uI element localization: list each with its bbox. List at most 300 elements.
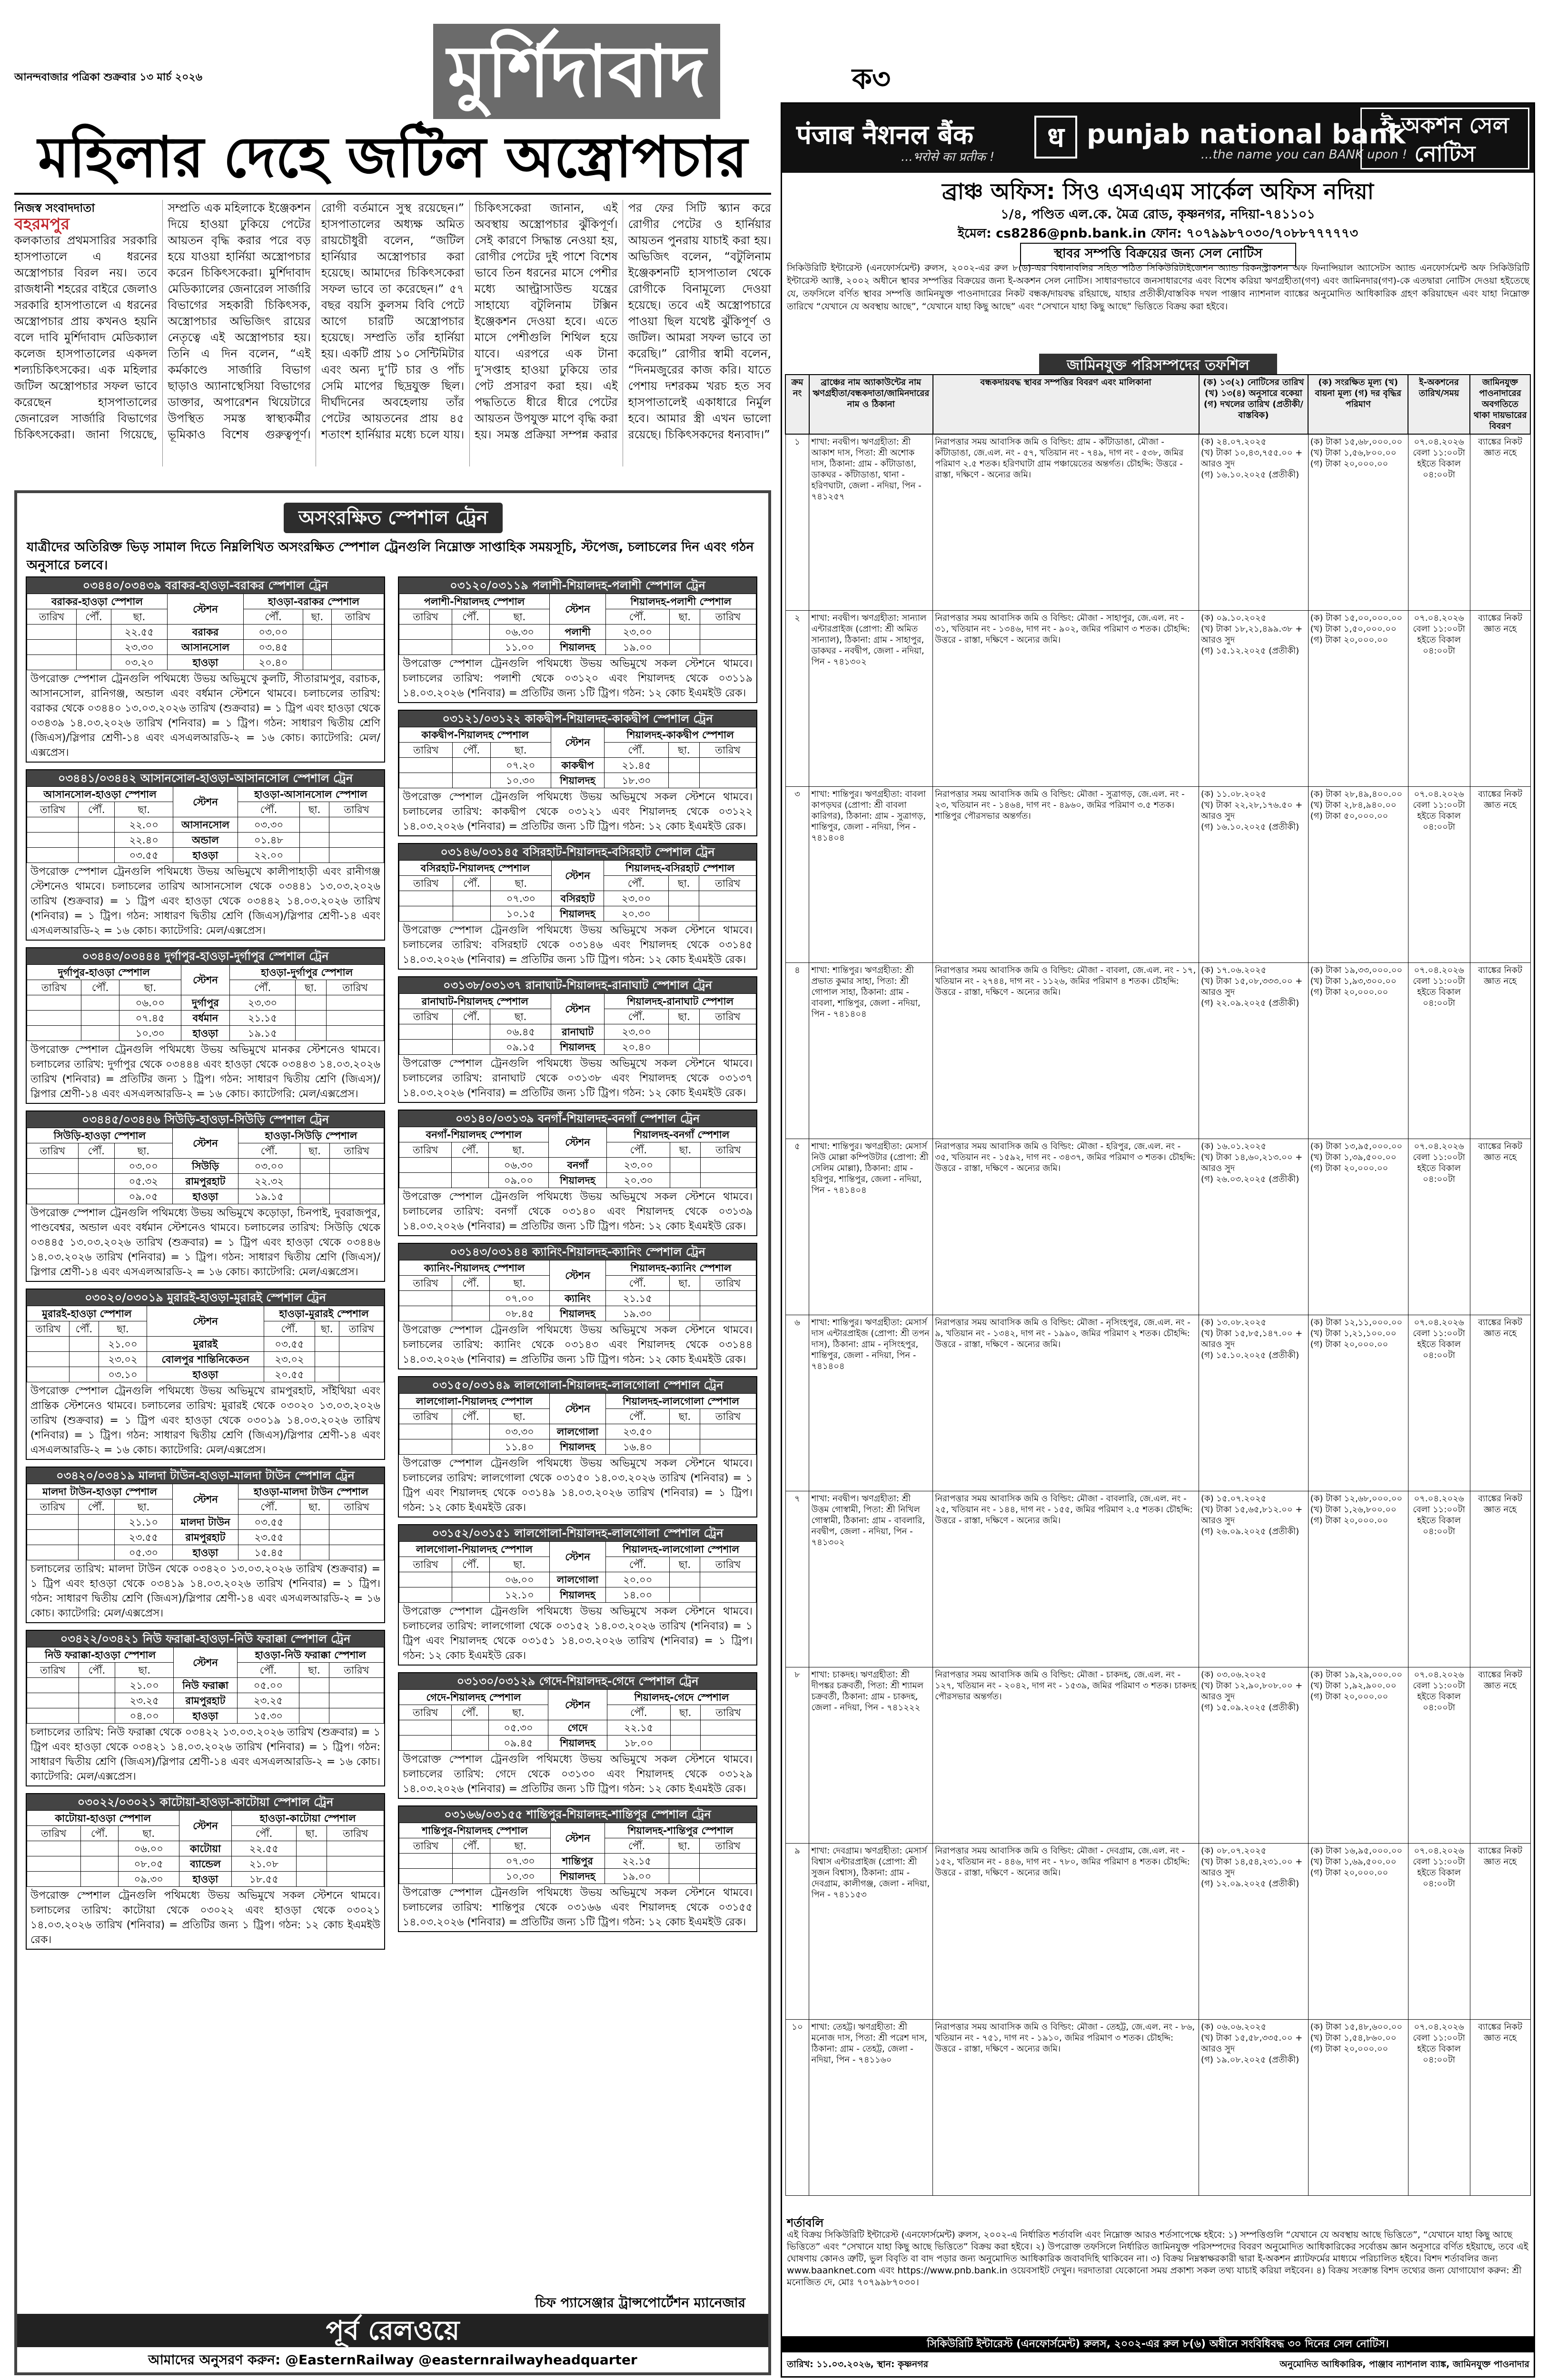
col-header: তারিখ bbox=[399, 1705, 452, 1720]
cell-time: ২২.০০ bbox=[238, 848, 299, 863]
down-train-name: শিয়ালদহ-কাকদ্বীপ স্পেশাল bbox=[604, 727, 756, 743]
col-header: পৌঁ. bbox=[606, 1409, 670, 1424]
cell-dep bbox=[669, 1040, 699, 1055]
cell-dep bbox=[296, 1856, 327, 1872]
train-note: উপরোক্ত স্পেশাল ট্রেনগুলি পথিমধ্যে উভয় অভিমুখে কড়োড়া, চিনপাই, দুবরাজপুর, পাণ্ডবেশ্বর, অন্ডাল এবং বর্ধমান স্টেশনেও থামবে। চলাচলের তারিখ: সিউড়ি থেকে ০৩৪৪৫ ১৩.০৩.২০২৬ তারিখ (শুক্রবার) = ১ ট্রিপ এবং হাওড়া থেকে ০৩৪৪৬ ১৪.০৩.২০২৬ তারিখ (শনিবার) = ১ ট্রিপ। গঠন: সাধারণ দ্বিতীয় শ্রেণি (জিএস)/স্লিপার শ্রেণী-১৪ এবং এসএলআরডি-২ = ১৬ কোচ। ক্যাটেগরি: মেল/এক্সপ্রেস। bbox=[30, 1207, 380, 1278]
cell-station: হাওড়া bbox=[173, 1545, 238, 1560]
station-header: স্টেশন bbox=[551, 1823, 605, 1854]
cell-station: মুরারই bbox=[147, 1337, 264, 1352]
col-header: তারিখ bbox=[699, 743, 756, 758]
table-header-row bbox=[399, 1690, 756, 1705]
cell-date: ০৭.০৪.২০২৬ বেলা ১১:০০টা হইতে বিকাল ০৪:০০টা bbox=[1408, 1843, 1470, 2019]
cell-dep bbox=[300, 1174, 329, 1189]
asset-schedule-table bbox=[785, 374, 1531, 2196]
column-header: ব্রাঞ্চের নাম অ্যাকাউন্টের নাম ঋণগ্রহীতা/বন্ধকদাতা/জামিনদারের নাম ও ঠিকানা bbox=[809, 375, 933, 434]
table-header-row bbox=[785, 375, 1530, 434]
train-timetable bbox=[27, 1647, 384, 1724]
cell-arr bbox=[452, 1158, 489, 1173]
cell-dep bbox=[668, 891, 699, 906]
col-header: তারিখ bbox=[27, 1321, 69, 1337]
cell-date bbox=[329, 848, 384, 863]
cell-date: ০৭.০৪.২০২৬ বেলা ১১:০০টা হইতে বিকাল ০৪:০০টা bbox=[1408, 786, 1470, 962]
train-timetable bbox=[399, 1689, 756, 1751]
cell-dep bbox=[300, 817, 329, 833]
col-header: তারিখ bbox=[700, 1409, 756, 1424]
train-timetable bbox=[27, 964, 384, 1041]
cell-date bbox=[399, 1587, 452, 1603]
cell-property: নিরাপত্তার সময় আবাসিক জমি ও বিল্ডিং: মৌজা - সাহাপুর, জে.এল. নং - ৩১, খতিয়ান নং - ১৩৪৬, দাগ নং - ৯০২, জমির পরিমাণ ৩ শতক। চৌহদ্দি: উত্তরে - রাস্তা, দক্ষিণে - অন্যের জমি। bbox=[933, 610, 1199, 786]
cell-time: ০৭.২০ bbox=[490, 758, 551, 773]
cell-sl: ৫ bbox=[785, 1139, 809, 1315]
cell-time: ২০.৩০ bbox=[607, 1173, 670, 1188]
cell-date bbox=[399, 1869, 453, 1884]
cell-notice: (ক) ০৯.১০.২০২৫ (খ) টাকা ১৮,২১,৪৯৯.৩৮ + আরও সুদ (গ) ১৫.১২.২০২৫ (প্রতীকী) bbox=[1199, 610, 1309, 786]
col-header: তারিখ bbox=[326, 980, 384, 995]
down-train-name: হাওড়া-কাটোয়া স্পেশাল bbox=[232, 1811, 384, 1826]
col-header: ছা. bbox=[300, 802, 329, 817]
col-header: পৌঁ. bbox=[452, 609, 489, 625]
station-header: স্টেশন bbox=[181, 965, 230, 995]
cell-time: ২৩.৫৫ bbox=[114, 1530, 172, 1545]
cell-time: ২১.০০ bbox=[99, 1337, 147, 1352]
train-schedule bbox=[398, 576, 757, 703]
cell-station: শিয়ালদহ bbox=[551, 773, 605, 788]
cell-arr bbox=[79, 833, 115, 848]
col-header: তারিখ bbox=[27, 1143, 79, 1159]
headline: মহিলার দেহে জটিল অস্ত্রোপচার bbox=[14, 126, 771, 195]
cell-date: ০৭.০৪.২০২৬ বেলা ১১:০০টা হইতে বিকাল ০৪:০০টা bbox=[1408, 1667, 1470, 1843]
up-train-name: মুরারই-হাওড়া স্পেশাল bbox=[27, 1306, 147, 1321]
train-title: ০৩১৬৬/০৩১৫৫ শান্তিপুর-শিয়ালদহ-শান্তিপুর স্পেশাল ট্রেন bbox=[399, 1806, 756, 1823]
station-header: স্টেশন bbox=[551, 727, 605, 758]
cell-dep bbox=[299, 1693, 329, 1708]
table-row bbox=[27, 995, 384, 1011]
table-header-row bbox=[27, 594, 384, 609]
cell-dep bbox=[295, 995, 326, 1011]
station-header: স্টেশন bbox=[548, 1127, 607, 1158]
bank-auction-notice bbox=[781, 102, 1535, 2378]
down-train-name: হাওড়া-আসানসোল স্পেশাল bbox=[238, 787, 384, 802]
cell-station: শিয়ালদহ bbox=[549, 1439, 605, 1455]
cell-station: শিয়ালদহ bbox=[548, 1173, 607, 1188]
col-header: ছা. bbox=[490, 876, 551, 891]
cell-borrower: শাখা: শান্তিপুর। ঋণগ্রহীতা: শ্রী প্রভাত কুমার সাহা, পিতা: শ্রী গোপাল সাহা, ঠিকানা: গ্রাম - বাবলা, শান্তিপুর, জেলা - নদিয়া, পিন - ৭৪১৪০৪ bbox=[809, 962, 933, 1139]
table-header-row bbox=[399, 1394, 756, 1409]
table-row bbox=[785, 962, 1530, 1139]
cell-station: শান্তিপুর bbox=[551, 1854, 605, 1869]
train-note: উপরোক্ত স্পেশাল ট্রেনগুলি পথিমধ্যে উভয় অভিমুখে সকল স্টেশনে থামবে। চলাচলের তারিখ: পলাশী থেকে ০৩১২০ এবং শিয়ালদহ থেকে ০৩১১৯ ১৪.০৩.২০২৬ (শনিবার) = প্রতিটির জন্য ১টি ট্রিপ। গঠন: ১২ কোচ ইএমইউ রেক। bbox=[403, 658, 753, 699]
cell-price: (ক) টাকা ১২,৬৮,০০০.০০ (খ) টাকা ১,২৬,৮০০.০০ (গ) টাকা ২০,০০০.০০ bbox=[1308, 1491, 1408, 1667]
col-header: তারিখ bbox=[399, 1557, 452, 1572]
train-title: ০৩০২০/০৩০১৯ মুরারই-হাওড়া-মুরারই স্পেশাল ট্রেন bbox=[27, 1289, 384, 1306]
station-header: স্টেশন bbox=[548, 1690, 607, 1720]
rail-signature: চিফ প্যাসেঞ্জার ট্রান্সপোর্টেশন ম্যানেজার bbox=[535, 2295, 745, 2311]
col-header: পৌঁ. bbox=[238, 1143, 300, 1159]
col-header: ছা. bbox=[300, 1143, 329, 1159]
cell-notice: (ক) ১৬.০১.২০২৫ (খ) টাকা ১৪,৬০,২১৩.০০ + আরও সুদ (গ) ২৬.০৩.২০২৫ (প্রতীকী) bbox=[1199, 1139, 1309, 1315]
train-title: ০৩৪৪০/০৩৪৩৯ বরাকর-হাওড়া-বরাকর স্পেশাল ট্রেন bbox=[27, 577, 384, 594]
cell-date bbox=[399, 891, 453, 906]
cell-arr bbox=[78, 1189, 114, 1204]
cell-arr bbox=[81, 1011, 119, 1026]
train-title: ০৩০২২/০৩০২১ কাটোয়া-হাওড়া-কাটোয়া স্পেশাল ট্রেন bbox=[27, 1794, 384, 1810]
cell-notice: (ক) ০৩.০৬.২০২৫ (খ) টাকা ১২,৯০,৮০৮.০০ + আরও সুদ (গ) ১৫.০৯.২০২৫ (প্রতীকী) bbox=[1199, 1667, 1309, 1843]
cell-arr bbox=[452, 1306, 490, 1321]
cell-time: ১০.৩০ bbox=[490, 773, 551, 788]
cell-time: ১০.৩০ bbox=[490, 1869, 551, 1884]
cell-sl: ৪ bbox=[785, 962, 809, 1139]
cell-property: নিরাপত্তার সময় আবাসিক জমি ও বিল্ডিং: মৌজা - বাবলা, জে.এল. নং - ১৭, খতিয়ান নং - ২৭৪৪, দাগ নং - ১১২৬, জমির পরিমাণ ৪ শতক। চৌহদ্দি: উত্তরে - রাস্তা, দক্ষিণে - অন্যের জমি। bbox=[933, 962, 1199, 1139]
cell-date bbox=[399, 773, 453, 788]
col-header: ছা. bbox=[488, 1705, 548, 1720]
col-header: তারিখ bbox=[700, 609, 756, 625]
table-row bbox=[399, 891, 756, 906]
cell-price: (ক) টাকা ১৬,৯৫,০০০.০০ (খ) টাকা ১,৬৯,৫০০.০০ (গ) টাকা ২০,০০০.০০ bbox=[1308, 1843, 1408, 2019]
train-timetable bbox=[399, 1260, 756, 1321]
column-header: (ক) ১৩(২) নোটিসের তারিখ (খ) ১৩(৪) অনুসারে বকেয়া (গ) দখলের তারিখ (প্রতীকী/বাস্তবিক) bbox=[1199, 375, 1309, 434]
cell-date bbox=[339, 1337, 384, 1352]
cell-date bbox=[27, 1189, 79, 1204]
footer-date-place: তারিখ: ১১.০৩.২০২৬, স্থান: কৃষ্ণনগর bbox=[787, 2359, 929, 2370]
table-row bbox=[399, 1587, 756, 1603]
cell-property: নিরাপত্তার সময় আবাসিক জমি ও বিল্ডিং: মৌজা - দেবগ্রাম, জে.এল. নং - ১৫২, খতিয়ান নং - ৪৪৬, দাগ নং - ৭৮০, জমির পরিমাণ ৪ শতক। চৌহদ্দি: উত্তরে - রাস্তা, দক্ষিণে - অন্যের জমি। bbox=[933, 1843, 1199, 2019]
cell-time: ২০.৫৫ bbox=[264, 1367, 315, 1382]
cell-date bbox=[399, 1439, 452, 1455]
col-header: ছা. bbox=[299, 1663, 329, 1678]
col-header: তারিখ bbox=[27, 609, 77, 625]
col-header: পৌঁ. bbox=[81, 980, 119, 995]
table-row bbox=[399, 640, 756, 655]
cell-dep bbox=[315, 1337, 339, 1352]
cell-time: ০৬.৪৫ bbox=[490, 1024, 551, 1040]
col-header: ছা. bbox=[114, 1499, 172, 1515]
train-schedule bbox=[26, 1289, 385, 1460]
cell-time: ২৩.০০ bbox=[605, 625, 669, 640]
cell-dep bbox=[303, 640, 332, 655]
train-title: ০৩৪২২/০৩৪২১ নিউ ফরাক্কা-হাওড়া-নিউ ফরাক্কা স্পেশাল ট্রেন bbox=[27, 1631, 384, 1647]
cell-time: ০৬.০০ bbox=[489, 1572, 549, 1587]
statutory-notice-line: সিকিউরিটি ইন্টারেস্ট (এনফোর্সমেন্ট) রুলস, ২০০২-এর রুল ৮(৬) অধীনে সংবিধিবদ্ধ ৩০ দিনের সেল নোটিস। bbox=[782, 2336, 1534, 2352]
col-header: ছা. bbox=[669, 1838, 699, 1854]
col-header: পৌঁ. bbox=[605, 1276, 669, 1291]
cell-date bbox=[699, 1024, 756, 1040]
cell-station: রানাঘাট bbox=[551, 1024, 605, 1040]
cell-arr bbox=[453, 906, 490, 922]
table-row bbox=[785, 434, 1530, 610]
cell-time: ০১.৪৮ bbox=[238, 833, 299, 848]
cell-enc: ব্যাঙ্কের নিকট জ্ঞাত নহে bbox=[1470, 2019, 1530, 2195]
cell-time: ০৫.৩০ bbox=[488, 1720, 548, 1735]
table-header-row bbox=[399, 1823, 756, 1838]
cell-dep bbox=[303, 655, 332, 670]
terms-body: এই বিক্রয় সিকিউরিটি ইন্টারেস্ট (এনফোর্সমেন্ট) রুলস, ২০০২-এ নির্ধারিত শর্তাবলি এবং নিম্নোক্ত আরও শর্তসাপেক্ষে হইবে: ১) সম্পত্তিগুলি “যেখানে যে অবস্থায় আছে ভিত্তিতে”, “যেখানে যাহা কিছু আছে ভিত্তিতে” এবং “সেখানে যাহা কিছু আছে ভিত্তিতে” বিক্রয় করা হইবে। ২) উপরোক্ত তফসিলে নির্ধারিত জামিনযুক্ত পরিসম্পদের বিবরণ অনুমোদিত আধিকারিকের সর্বোত্তম জ্ঞান অনুসারে বর্ণিত হইয়াছে, তবে এই ঘোষণায় কোনও ত্রুটি, ভুল বিবৃতি বা বাদ পড়ার জন্য অনুমোদিত আধিকারিক জবাবদিহি থাকিবেন না। ৩) বিক্রয় নিম্নস্বাক্ষরকারী দ্বারা ই-অকশন প্ল্যাটফর্মের মাধ্যমে পরিচালিত হইবে। বিশদ শর্তাবলির জন্য www.baanknet.com এবং https://www.pnb.bank.in ওয়েবসাইট দেখুন। দরদাতারা যেকোনো সময় প্রকাশ্য সকল তথ্য যাচাই করিয়া লইবেন। ৪) বিক্রয় সংক্রান্ত বিশদ তথ্যের জন্য যোগাযোগ করুন: শ্রী মনোজিত দে, মোঃ ৭০৭৯৯৮৭০৩০। bbox=[787, 2230, 1528, 2288]
up-train-name: রানাঘাট-শিয়ালদহ স্পেশাল bbox=[399, 994, 551, 1009]
terms-title: শর্তাবলি bbox=[787, 2216, 824, 2230]
cell-station: সিউড়ি bbox=[172, 1159, 238, 1174]
cell-date bbox=[699, 758, 756, 773]
cell-station: শিয়ালদহ bbox=[549, 1587, 605, 1603]
cell-time: ২৩.০০ bbox=[604, 891, 669, 906]
cell-borrower: শাখা: দেবগ্রাম। ঋণগ্রহীতা: মেসার্স বিশ্বাস এন্টারপ্রাইজ (প্রোপা: শ্রী সুজন বিশ্বাস), ঠিকানা: গ্রাম - দেবগ্রাম, কালীগঞ্জ, জেলা - নদিয়া, পিন - ৭৪১১৫৩ bbox=[809, 1843, 933, 2019]
cell-date bbox=[329, 1545, 384, 1560]
cell-date bbox=[399, 1424, 452, 1439]
column-header: বন্ধকদায়বদ্ধ স্থাবর সম্পত্তির বিবরণ এবং মালিকানা bbox=[933, 375, 1199, 434]
table-row bbox=[399, 1040, 756, 1055]
col-header: ছা. bbox=[670, 1705, 700, 1720]
train-schedule bbox=[398, 976, 757, 1103]
train-schedule bbox=[398, 710, 757, 836]
col-header: ছা. bbox=[489, 1409, 549, 1424]
col-header: পৌঁ. bbox=[80, 1826, 118, 1841]
cell-date: ০৭.০৪.২০২৬ বেলা ১১:০০টা হইতে বিকাল ০৪:০০টা bbox=[1408, 610, 1470, 786]
table-header-row bbox=[399, 1542, 756, 1557]
train-note: উপরোক্ত স্পেশাল ট্রেনগুলি পথিমধ্যে উভয় অভিমুখে সকল স্টেশনে থামবে। চলাচলের তারিখ: লালগোলা থেকে ০৩১৫২ ১৪.০৩.২০২৬ তারিখ (শনিবার) = ১ ট্রিপ এবং শিয়ালদহ থেকে ০৩১৫১ ১৪.০৩.২০২৬ তারিখ (শনিবার) = ১ ট্রিপ। গঠন: ১২ কোচ ইএমইউ রেক। bbox=[403, 1606, 753, 1662]
col-header: তারিখ bbox=[339, 1321, 384, 1337]
cell-time: ০৬.০০ bbox=[119, 995, 181, 1011]
cell-date bbox=[700, 1291, 756, 1306]
col-header: ছা. bbox=[490, 1838, 551, 1854]
cell-date bbox=[700, 1424, 756, 1439]
cell-arr bbox=[452, 1735, 489, 1751]
cell-time: ১১.৪০ bbox=[489, 1439, 549, 1455]
cell-dep bbox=[668, 906, 699, 922]
cell-borrower: শাখা: নবদ্বীপ। ঋণগ্রহীতা: শ্রী আকাশ দাস, পিতা: শ্রী অশোক দাস, ঠিকানা: গ্রাম - কাঁটাডাঙা, ডাকঘর - কাঁটাডাঙা, থানা - হরিণঘাটা, জেলা - নদিয়া, পিন - ৭৪১২৫৭ bbox=[809, 434, 933, 610]
branch-contact: ইমেল: cs8286@pnb.bank.in ফোন: ৭০৭৯৯৮৭০৩০/৭০৮৮৭৭৭৭৭৩ bbox=[957, 226, 1359, 241]
cell-station: লালগোলা bbox=[549, 1572, 605, 1587]
footer-officer: অনুমোদিত আধিকারিক, পাঞ্জাব ন্যাশনাল ব্যাঙ্ক, জামিনযুক্ত পাওনাদার bbox=[1279, 2359, 1529, 2370]
cell-date bbox=[27, 1337, 69, 1352]
col-header: ছা. bbox=[118, 1826, 179, 1841]
cell-date bbox=[700, 1587, 756, 1603]
cell-date: ০৭.০৪.২০২৬ বেলা ১১:০০টা হইতে বিকাল ০৪:০০টা bbox=[1408, 434, 1470, 610]
cell-arr bbox=[69, 1337, 99, 1352]
cell-time: ০৯.৩০ bbox=[118, 1872, 179, 1887]
cell-date bbox=[27, 1515, 79, 1530]
cell-date bbox=[700, 1173, 756, 1188]
cell-sl: ১০ bbox=[785, 2019, 809, 2195]
cell-price: (ক) টাকা ১৩,৯৫,০০০.০০ (খ) টাকা ১,৩৯,৫০০.০০ (গ) টাকা ২০,০০০.০০ bbox=[1308, 1139, 1408, 1315]
rail-column-right bbox=[398, 576, 757, 2285]
train-note: চলাচলের তারিখ: মালদা টাউন থেকে ০৩৪২০ ১৩.০৩.২০২৬ তারিখ (শুক্রবার) = ১ ট্রিপ এবং হাওড়া থেকে ০৩৪১৯ ১৪.০৩.২০২৬ তারিখ (শনিবার) = ১ ট্রিপ। গঠন: সাধারণ দ্বিতীয় শ্রেণি (জিএস)/স্লিপার শ্রেণী-১৪ এবং এসএলআরডি-২ = ১৬ কোচ। ক্যাটেগরি: মেল/এক্সপ্রেস। bbox=[30, 1563, 380, 1619]
up-train-name: সিউড়ি-হাওড়া স্পেশাল bbox=[27, 1128, 173, 1143]
rail-social-footer: আমাদের অনুসরণ করুন: @EasternRailway @easternrailwayheadquarter bbox=[148, 2352, 637, 2368]
cell-station: কাকদ্বীপ bbox=[551, 758, 605, 773]
rail-brand: পূর্ব রেলওয়ে bbox=[17, 2314, 768, 2347]
cell-dep bbox=[669, 1854, 699, 1869]
down-train-name: শিয়ালদহ-লালগোলা স্পেশাল bbox=[606, 1394, 756, 1409]
cell-dep bbox=[295, 1026, 326, 1041]
cell-arr bbox=[79, 1693, 115, 1708]
cell-date bbox=[27, 1011, 81, 1026]
cell-borrower: শাখা: চাকদহ। ঋণগ্রহীতা: শ্রী দীপঙ্কর চক্রবর্তী, পিতা: শ্রী শ্যামল চক্রবর্তী, ঠিকানা: গ্রাম - চাকদহ, জেলা - নদিয়া, পিন - ৭৪১২২২ bbox=[809, 1667, 933, 1843]
byline: নিজস্ব সংবাদদাতা bbox=[14, 201, 95, 215]
cell-arr bbox=[452, 1572, 489, 1587]
cell-station: আসানসোল bbox=[167, 640, 243, 655]
cell-arr bbox=[452, 1424, 489, 1439]
cell-time: ২২.৩২ bbox=[238, 1174, 300, 1189]
station-header: স্টেশন bbox=[551, 994, 605, 1024]
cell-sl: ১ bbox=[785, 434, 809, 610]
cell-date bbox=[331, 655, 384, 670]
train-timetable bbox=[399, 1127, 756, 1188]
train-title: ০৩১৪৩/০৩১৪৪ ক্যানিং-শিয়ালদহ-ক্যানিং স্পেশাল ট্রেন bbox=[399, 1244, 756, 1260]
cell-price: (ক) টাকা ২৮,৪৯,৪০০.০০ (খ) টাকা ২,৮৪,৯৪০.০০ (গ) টাকা ৫০,০০০.০০ bbox=[1308, 786, 1408, 962]
cell-notice: (ক) ১১.০৮.২০২৫ (খ) টাকা ২২,২৮,১৭৬.৫০ + আরও সুদ (গ) ১৬.১০.২০২৫ (প্রতীকী) bbox=[1199, 786, 1309, 962]
col-header: পৌঁ. bbox=[78, 1143, 114, 1159]
table-row bbox=[27, 1159, 384, 1174]
cell-time: ২৩.০২ bbox=[99, 1352, 147, 1367]
cell-time: ২২.৫৫ bbox=[111, 625, 168, 640]
up-train-name: মালদা টাউন-হাওড়া স্পেশাল bbox=[27, 1484, 173, 1499]
page-number: ক৩ bbox=[852, 62, 891, 96]
down-train-name: হাওড়া-বরাকর স্পেশাল bbox=[244, 594, 384, 609]
cell-time: ০৩.৫৫ bbox=[238, 1515, 300, 1530]
table-row bbox=[27, 817, 384, 833]
cell-date bbox=[399, 1720, 452, 1735]
col-header: তারিখ bbox=[699, 1009, 756, 1024]
table-row bbox=[27, 1011, 384, 1026]
cell-borrower: শাখা: নবদ্বীপ। ঋণগ্রহীতা: শ্রী উত্তম গোস্বামী, পিতা: শ্রী নিখিল গোস্বামী, ঠিকানা: গ্রাম - বাবলারি, নবদ্বীপ, জেলা - নদিয়া, পিন - ৭৪১৩০২ bbox=[809, 1491, 933, 1667]
cell-sl: ৬ bbox=[785, 1315, 809, 1491]
table-row bbox=[27, 1545, 384, 1560]
bank-header bbox=[782, 104, 1534, 173]
up-train-name: লালগোলা-শিয়ালদহ স্পেশাল bbox=[399, 1542, 550, 1557]
down-train-name: হাওড়া-দুর্গাপুর স্পেশাল bbox=[230, 965, 384, 980]
cell-notice: (ক) ১৩.০৮.২০২৫ (খ) টাকা ১৫,৮৫,১৪৭.০০ + আরও সুদ (গ) ১৫.১০.২০২৫ (প্রতীকী) bbox=[1199, 1315, 1309, 1491]
col-header: তারিখ bbox=[699, 1838, 756, 1854]
cell-time: ২১.০৮ bbox=[232, 1856, 297, 1872]
cell-station: হাওড়া bbox=[181, 1026, 230, 1041]
col-header: তারিখ bbox=[399, 1838, 453, 1854]
cell-station: হাওড়া bbox=[147, 1367, 264, 1382]
col-header: ছা. bbox=[303, 609, 332, 625]
cell-date: ০৭.০৪.২০২৬ বেলা ১১:০০টা হইতে বিকাল ০৪:০০টা bbox=[1408, 1491, 1470, 1667]
col-header: ছা. bbox=[111, 609, 168, 625]
table-row bbox=[785, 1139, 1530, 1315]
cell-date bbox=[27, 625, 77, 640]
col-header: ছা. bbox=[315, 1321, 339, 1337]
cell-time: ২১.০০ bbox=[115, 1678, 174, 1693]
cell-time: ১৮.৩০ bbox=[604, 773, 668, 788]
station-header: স্টেশন bbox=[173, 787, 238, 817]
station-header: স্টেশন bbox=[549, 1542, 605, 1572]
cell-time: ২৩.০০ bbox=[607, 1158, 670, 1173]
col-header: পৌঁ. bbox=[605, 1838, 669, 1854]
up-train-name: শান্তিপুর-শিয়ালদহ স্পেশাল bbox=[399, 1823, 551, 1838]
cell-time: ০৩.৩০ bbox=[489, 1424, 549, 1439]
col-header: পৌঁ. bbox=[604, 876, 669, 891]
cell-time: ০৮.৪৫ bbox=[489, 1306, 549, 1321]
cell-arr bbox=[76, 640, 111, 655]
cell-time: ০৫.৩২ bbox=[114, 1174, 172, 1189]
col-header: ছা. bbox=[669, 1276, 700, 1291]
railway-advertisement bbox=[14, 490, 771, 2375]
cell-date bbox=[699, 773, 756, 788]
cell-dep bbox=[669, 1024, 699, 1040]
cell-enc: ব্যাঙ্কের নিকট জ্ঞাত নহে bbox=[1470, 1139, 1530, 1315]
train-title: ০৩৪৪৫/০৩৪৪৬ সিউড়ি-হাওড়া-সিউড়ি স্পেশাল ট্রেন bbox=[27, 1111, 384, 1128]
table-row bbox=[785, 2019, 1530, 2195]
table-header-row bbox=[399, 861, 756, 876]
cell-arr bbox=[452, 1291, 490, 1306]
up-train-name: পলাশী-শিয়ালদহ স্পেশাল bbox=[399, 594, 550, 609]
cell-date bbox=[339, 1367, 384, 1382]
cell-arr bbox=[452, 640, 489, 655]
col-header: ছা. bbox=[669, 609, 700, 625]
cell-dep bbox=[300, 1189, 329, 1204]
cell-time: ২৩.২৫ bbox=[115, 1693, 174, 1708]
cell-arr bbox=[81, 1026, 119, 1041]
train-timetable bbox=[399, 1823, 756, 1884]
cell-date bbox=[399, 640, 452, 655]
col-header: তারিখ bbox=[329, 802, 384, 817]
col-header: তারিখ bbox=[27, 980, 81, 995]
cell-dep bbox=[296, 1872, 327, 1887]
cell-station: রামপুরহাট bbox=[172, 1174, 238, 1189]
cell-date bbox=[329, 1515, 384, 1530]
cell-time: ০৩.০০ bbox=[244, 625, 303, 640]
up-train-name: দুর্গাপুর-হাওড়া স্পেশাল bbox=[27, 965, 181, 980]
cell-time: ২১.১০ bbox=[114, 1515, 172, 1530]
train-schedule bbox=[398, 1805, 757, 1932]
col-header: ছা. bbox=[490, 1009, 551, 1024]
cell-property: নিরাপত্তার সময় আবাসিক জমি ও বিল্ডিং: মৌজা - সুত্রাগড়, জে.এল. নং - ২৩, খতিয়ান নং - ১৪৬৪, দাগ নং - ৪৯৬০, জমির পরিমাণ ৩.৫ শতক। শান্তিপুর পৌরসভার অন্তর্গত। bbox=[933, 786, 1199, 962]
cell-borrower: শাখা: শান্তিপুর। ঋণগ্রহীতা: বাবলা কাপড়ঘর (প্রোপা: শ্রী বাবলা কারিগর), ঠিকানা: গ্রাম - সুত্রাগড়, শান্তিপুর, জেলা - নদিয়া, পিন - ৭৪১৪০৪ bbox=[809, 786, 933, 962]
cell-property: নিরাপত্তার সময় আবাসিক জমি ও বিল্ডিং: মৌজা - চাকদহ, জে.এল. নং - ১২৭, খতিয়ান নং - ২০৪২, দাগ নং - ১৫৩৯, জমির পরিমাণ ৩ শতক। চাকদহ পৌরসভার অন্তর্গত। bbox=[933, 1667, 1199, 1843]
train-schedule bbox=[398, 1243, 757, 1369]
table-row bbox=[27, 625, 384, 640]
cell-time: ০৩.০০ bbox=[238, 1159, 300, 1174]
cell-sl: ৮ bbox=[785, 1667, 809, 1843]
train-note: উপরোক্ত স্পেশাল ট্রেনগুলি পথিমধ্যে উভয় অভিমুখে সকল স্টেশনে থামবে। চলাচলের তারিখ: রানাঘাট থেকে ০৩১৩৮ এবং শিয়ালদহ থেকে ০৩১৩৭ ১৪.০৩.২০২৬ (শনিবার) = প্রতিটির জন্য ১টি ট্রিপ। গঠন: ১২ কোচ ইএমইউ রেক। bbox=[403, 1058, 753, 1099]
cell-time: ০৩.৫৫ bbox=[264, 1337, 315, 1352]
table-row bbox=[27, 1174, 384, 1189]
table-row bbox=[785, 1843, 1530, 2019]
cell-enc: ব্যাঙ্কের নিকট জ্ঞাত নহে bbox=[1470, 1667, 1530, 1843]
notice-body: সিকিউরিটি ইন্টারেস্ট (এনফোর্সমেন্ট) রুলস, ২০০২-এর রুল ৮(৬)-এর বিধানাবলির সহিত পঠিত সিকিউরিটাইজেশন অ্যান্ড রিকনস্ট্রাকশন অফ ফিনান্সিয়াল অ্যাসেটস অ্যান্ড এনফোর্সমেন্ট অফ সিকিউরিটি ইন্টারেস্ট অ্যাক্ট, ২০০২ অধীনে স্থাবর সম্পত্তির বিক্রয়ের জন্য ই-অকশন সেল নোটিস। সাধারণভাবে জনসাধারণের এবং বিশেষ করিয়া ঋণগ্রহীতা(গণ) এবং জামিনদার(গণ)-কে এতদ্বারা নোটিস দেওয়া হইতেছে যে, তফসিলে বর্ণিত স্থাবর সম্পত্তি জামিনযুক্ত পাওনাদারের নিকট বন্ধক/দায়বদ্ধ রহিয়াছে, যাহার প্রতীকী/বাস্তবিক দখল পাঞ্জাব ন্যাশনাল ব্যাঙ্কের অনুমোদিত আধিকারিক গ্রহণ করিয়াছেন এবং যাহা নিম্নোক্ত তারিখে “যেখানে যে অবস্থায় আছে”, “যেখানে যাহা কিছু আছে” এবং “সেখানে যাহা কিছু আছে” ভিত্তিতে বিক্রয় করা হইবে। bbox=[787, 263, 1529, 312]
cell-arr bbox=[78, 1545, 114, 1560]
cell-time: ১৪.০০ bbox=[606, 1587, 670, 1603]
col-header: ছা. bbox=[296, 1826, 327, 1841]
table-row bbox=[27, 640, 384, 655]
train-timetable bbox=[27, 1810, 384, 1887]
train-schedule bbox=[398, 1110, 757, 1236]
cell-dep bbox=[669, 1291, 700, 1306]
cell-station: নিউ ফরাক্কা bbox=[174, 1678, 237, 1693]
train-schedule bbox=[26, 769, 385, 941]
up-train-name: ক্যানিং-শিয়ালদহ স্পেশাল bbox=[399, 1260, 550, 1276]
cell-date bbox=[399, 1291, 452, 1306]
cell-date bbox=[329, 1530, 384, 1545]
cell-date: ০৭.০৪.২০২৬ বেলা ১১:০০টা হইতে বিকাল ০৪:০০টা bbox=[1408, 1139, 1470, 1315]
cell-date bbox=[399, 758, 453, 773]
col-header: তারিখ bbox=[399, 876, 453, 891]
cell-price: (ক) টাকা ১৫,৪৮,৬০০.০০ (খ) টাকা ১,৫৪,৮৬০.০০ (গ) টাকা ২০,০০০.০০ bbox=[1308, 2019, 1408, 2195]
cell-date bbox=[339, 1352, 384, 1367]
cell-date bbox=[27, 1352, 69, 1367]
cell-arr bbox=[453, 1024, 490, 1040]
cell-price: (ক) টাকা ১২,১১,০০০.০০ (খ) টাকা ১,২১,১০০.০০ (গ) টাকা ২০,০০০.০০ bbox=[1308, 1315, 1408, 1491]
up-train-name: লালগোলা-শিয়ালদহ স্পেশাল bbox=[399, 1394, 550, 1409]
train-note: উপরোক্ত স্পেশাল ট্রেনগুলি পথিমধ্যে উভয় অভিমুখে সকল স্টেশনে থামবে। চলাচলের তারিখ: বসিরহাট থেকে ০৩১৪৬ এবং শিয়ালদহ থেকে ০৩১৪৫ ১৪.০৩.২০২৬ (শনিবার) = প্রতিটির জন্য ১টি ট্রিপ। গঠন: ১২ কোচ ইএমইউ রেক। bbox=[403, 924, 753, 966]
table-row bbox=[27, 1872, 384, 1887]
cell-dep bbox=[300, 1530, 329, 1545]
table-row bbox=[399, 1424, 756, 1439]
station-header: স্টেশন bbox=[172, 1128, 238, 1159]
bank-logo-icon: ध bbox=[1034, 116, 1077, 159]
col-header: পৌঁ. bbox=[452, 1557, 489, 1572]
col-header: তারিখ bbox=[27, 1499, 79, 1515]
